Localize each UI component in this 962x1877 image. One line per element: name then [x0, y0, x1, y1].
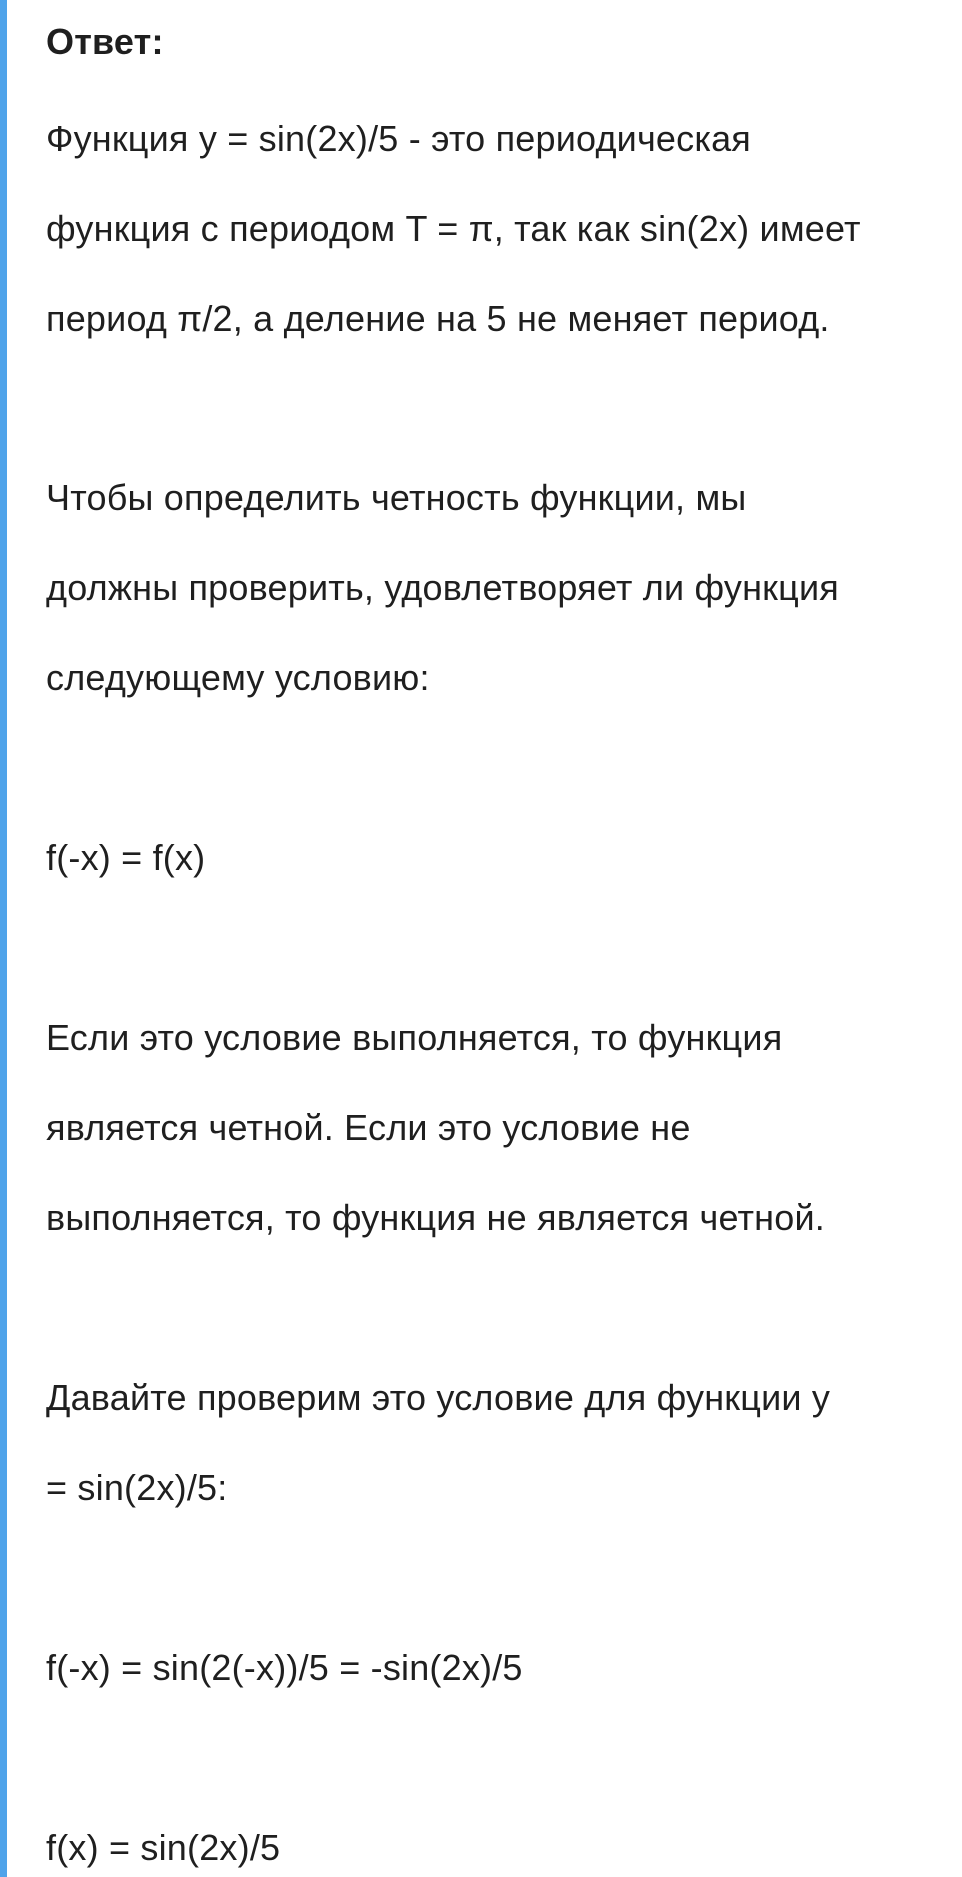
text-line: является четной. Если это условие не	[46, 1107, 691, 1148]
text-line: Функция y = sin(2x)/5 - это периодическая	[46, 118, 751, 159]
formula-line: f(-x) = f(x)	[46, 837, 206, 878]
formula-line: f(x) = sin(2x)/5	[46, 1827, 281, 1868]
left-accent-bar	[0, 0, 7, 1877]
text-line: = sin(2x)/5:	[46, 1467, 228, 1508]
text-line: должны проверить, удовлетворяет ли функция	[46, 567, 839, 608]
text-line: выполняется, то функция не является четной.	[46, 1197, 825, 1238]
text-line: следующему условию:	[46, 657, 430, 698]
text-line: период π/2, а деление на 5 не меняет период.	[46, 298, 830, 339]
text-line: Чтобы определить четность функции, мы	[46, 477, 747, 518]
formula-line: f(-x) = sin(2(-x))/5 = -sin(2x)/5	[46, 1647, 523, 1688]
text-line: функция с периодом T = π, так как sin(2x) имеет	[46, 208, 861, 249]
text-line: Давайте проверим это условие для функции y	[46, 1377, 831, 1418]
text-line: Если это условие выполняется, то функция	[46, 1017, 783, 1058]
answer-heading: Ответ:	[46, 21, 164, 62]
